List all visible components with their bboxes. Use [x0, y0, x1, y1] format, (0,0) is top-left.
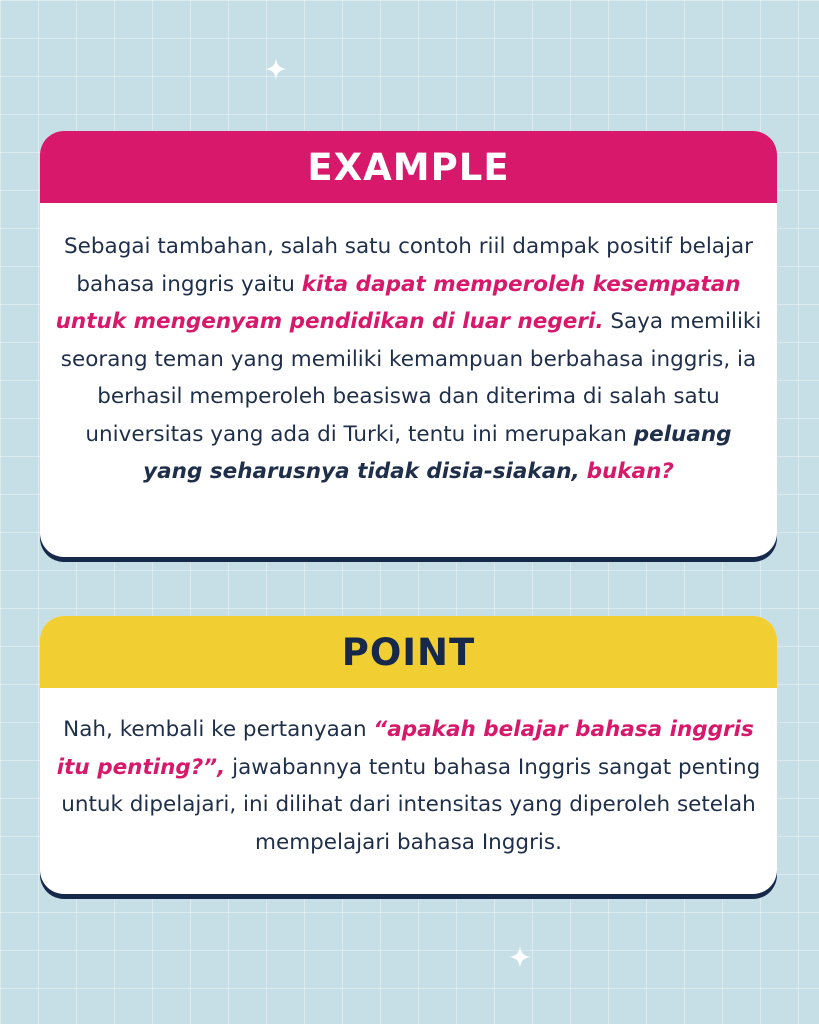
point-text-2: jawabannya tentu bahasa Inggris sangat penting untuk dipelajari, ini dilihat dari intensitas yang diperoleh setelah mempelajari bahasa Inggris. [61, 754, 761, 855]
point-heading: POINT [40, 616, 777, 688]
example-highlight-2: bukan? [586, 459, 674, 484]
sparkle-icon-top [265, 58, 287, 80]
example-text-2: Saya memiliki seorang teman yang memiliki kemampuan berbahasa inggris, ia berhasil memperoleh beasiswa dan diterima di salah satu universitas yang ada di Turki, tentu ini merupakan [60, 309, 762, 447]
point-body-text [40, 688, 777, 861]
point-card [40, 616, 777, 894]
example-emphasis-1: peluang yang seharusnya tidak disia-siakan, [143, 421, 732, 484]
point-text-1: Nah, kembali ke pertanyaan [63, 717, 374, 742]
point-highlight-1: “apakah belajar bahasa inggris itu penting?”, [56, 717, 754, 780]
example-text-1: Sebagai tambahan, salah satu contoh riil dampak positif belajar bahasa inggris yaitu [64, 234, 753, 297]
sparkle-icon-bottom [509, 946, 531, 968]
example-highlight-1: kita dapat memperoleh kesempatan untuk mengenyam pendidikan di luar negeri. [55, 271, 741, 334]
example-card [40, 131, 777, 557]
example-heading: EXAMPLE [40, 131, 777, 203]
example-body-text [40, 203, 777, 491]
